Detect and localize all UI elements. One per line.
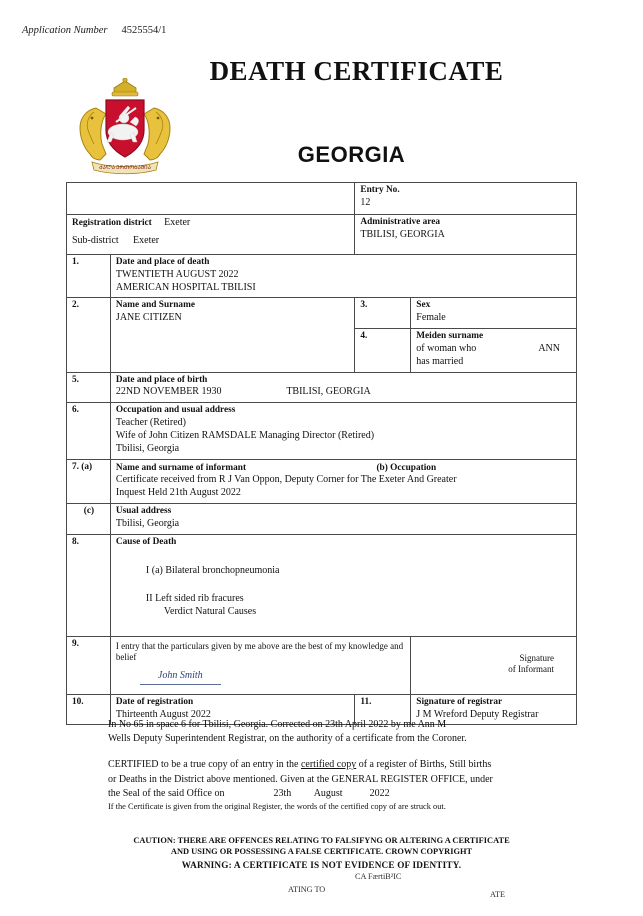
row7a-line2: Inquest Held 21th August 2022 (115, 487, 241, 499)
certified-underline: certified copy (300, 759, 357, 771)
row6-label: Occupation and usual address (115, 405, 236, 416)
certified-year: 2022 (369, 787, 390, 799)
row9-signature-label-cell (411, 636, 577, 694)
row5-place: TBILISI, GEORGIA (286, 386, 371, 398)
row7a-label: Name and surname of informant (115, 462, 247, 473)
row1-label: Date and place of death (115, 256, 210, 267)
signature-label-line2: of Informant (508, 664, 554, 675)
row8-line3: Verdict Natural Causes (163, 606, 257, 618)
row3-value: Female (416, 312, 446, 324)
row10-label: Date of registration (115, 696, 194, 707)
row7a-cell (110, 459, 576, 503)
row11-label: Signature of registrar (416, 696, 503, 707)
row4-label: Meiden surname (416, 331, 484, 342)
table-row-1 (67, 254, 577, 297)
entry-no-cell (355, 183, 577, 215)
certified-line3-pre: the Seal of the said Office on (108, 787, 225, 799)
table-row-9 (67, 636, 577, 694)
row1-number: 1. (67, 254, 111, 297)
row4-cell (411, 329, 577, 372)
row2-value: JANE CITIZEN (115, 312, 182, 324)
row7c-cell (110, 504, 576, 535)
sub-district-label: Sub-district (72, 234, 119, 246)
row11-value: J M Wreford Deputy Registrar (416, 708, 539, 720)
correction-line2: Wells Deputy Superintendent Registrar, on the authority of a certificate from the Coroner. (108, 733, 467, 745)
informant-signature: John Smith (140, 670, 221, 685)
row5-line (116, 386, 572, 399)
row5-number: 5. (67, 372, 111, 403)
table-row-entry-no (67, 183, 577, 215)
row6-number: 6. (67, 403, 111, 459)
table-row-district (67, 215, 577, 233)
row6-line3: Tbilisi, Georgia (115, 442, 180, 454)
row7a-line1: Certificate received from R J Van Oppon, Deputy Corner for The Exeter And Greater (115, 474, 457, 486)
row4-number: 4. (355, 329, 411, 372)
certificate-table (66, 182, 577, 725)
row8-line2: II Left sided rib fracures (145, 593, 244, 605)
row8-line1: I (a) Bilateral bronchopneumonia (145, 564, 280, 576)
certified-pre: CERTIFIED to be a true copy of an entry in the (108, 759, 301, 771)
row8-label: Cause of Death (115, 536, 177, 547)
certified-line2: or Deaths in the District above mentioned. Given at the GENERAL REGISTER OFFICE, under (108, 773, 493, 785)
signature-label-line1: Signature (519, 652, 554, 663)
table-row-6 (67, 403, 577, 459)
row6-line2: Wife of John Citizen RAMSDALE Managing Director (Retired) (115, 429, 375, 441)
row5-date: 22ND NOVEMBER 1930 (115, 386, 222, 398)
row6-line1: Teacher (Retired) (115, 417, 187, 429)
ghost-text-1: CA FærtiB²IC (355, 872, 402, 881)
row1-line1: TWENTIETH AUGUST 2022 (115, 268, 239, 280)
table-row-5 (67, 372, 577, 403)
ghost-text-3: ATE (490, 890, 506, 899)
page-title: DEATH CERTIFICATE (209, 56, 504, 86)
row9-number: 9. (67, 636, 111, 694)
footer-text (108, 718, 578, 813)
svg-text:ᲫᲐᲚᲐ ᲔᲠᲗᲝᲑᲐᲨᲘᲐ: ᲫᲐᲚᲐ ᲔᲠᲗᲝᲑᲐᲨᲘᲐ (99, 165, 151, 171)
application-number (22, 25, 166, 36)
row4-sub1: of woman who (416, 342, 477, 354)
row5-cell (110, 372, 576, 403)
application-number-label: Application Number (22, 25, 108, 36)
row7c-number: (c) (67, 504, 111, 535)
application-number-value: 4525554/1 (121, 25, 167, 36)
row6-cell (110, 403, 576, 459)
table-row-7c (67, 504, 577, 535)
row9-statement: I entry that the particulars given by me above are the best of my knowledge and belief (115, 640, 404, 663)
row2-cell (110, 298, 354, 372)
entry-no-label: Entry No. (360, 185, 400, 195)
certified-day: 23th (273, 787, 292, 799)
table-row-8 (67, 534, 577, 636)
administrative-area-value: TBILISI, GEORGIA (360, 228, 445, 240)
row3-number: 3. (355, 298, 411, 329)
row9-statement-cell (110, 636, 410, 694)
row4-value: ANN (538, 342, 560, 354)
row11-number: 11. (355, 694, 411, 725)
table-row-2 (67, 298, 577, 329)
row4-sub2: has married (416, 355, 464, 367)
caution-line1: CAUTION: THERE ARE OFFENCES RELATING TO FALSIFYNG OR ALTERING A CERTIFICATE (133, 836, 510, 845)
certified-month: August (313, 787, 343, 799)
row7b-occupation-label: (b) Occupation (376, 462, 437, 473)
country-name: GEORGIA (297, 142, 406, 167)
row5-label: Date and place of birth (115, 374, 208, 385)
row3-cell (411, 298, 577, 329)
sub-district-value: Exeter (133, 234, 160, 246)
row7c-label: Usual address (115, 506, 172, 516)
row2-number: 2. (67, 298, 111, 372)
administrative-area-cell (355, 215, 577, 255)
sub-district-cell (67, 233, 355, 255)
row3-label: Sex (416, 300, 431, 311)
registration-district-label: Registration district (72, 218, 152, 228)
warning-notice: WARNING: A CERTIFICATE IS NOT EVIDENCE OF IDENTITY. (181, 860, 462, 870)
ghost-text-2: ATING TO (288, 885, 326, 894)
row7c-value: Tbilisi, Georgia (115, 517, 180, 529)
registration-district-cell (67, 215, 355, 233)
row1-line2: AMERICAN HOSPITAL TBILISI (115, 281, 256, 293)
row10-number: 10. (67, 694, 111, 725)
certified-post: of a register of Births, Still births (356, 759, 492, 771)
row10-value: Thirteenth August 2022 (115, 708, 211, 720)
row7a-number: 7. (a) (67, 459, 111, 503)
caution-notice (66, 835, 577, 858)
correction-line1: In No 65 in space 6 for Tbilisi, Georgia. Corrected on 23th April 2022 by me Ann M (108, 719, 447, 730)
row8-number: 8. (67, 534, 111, 636)
correction-note (108, 718, 578, 746)
certified-statement (108, 758, 578, 801)
row1-cell (110, 254, 576, 297)
certified-small-note: If the Certificate is given from the original Register, the words of the certified copy of are struck out. (108, 801, 446, 811)
entry-no-value: 12 (360, 196, 371, 208)
administrative-area-label: Administrative area (360, 217, 441, 227)
registration-district-value: Exeter (164, 217, 191, 228)
row7a-label-line (116, 462, 572, 475)
row2-label: Name and Surname (115, 300, 195, 311)
row8-cell (110, 534, 576, 636)
entry-no-blank-cell (67, 183, 355, 215)
table-row-7a (67, 459, 577, 503)
caution-line2: AND USING OR POSSESSING A FALSE CERTIFICATE. CROWN COPYRIGHT (170, 847, 473, 857)
